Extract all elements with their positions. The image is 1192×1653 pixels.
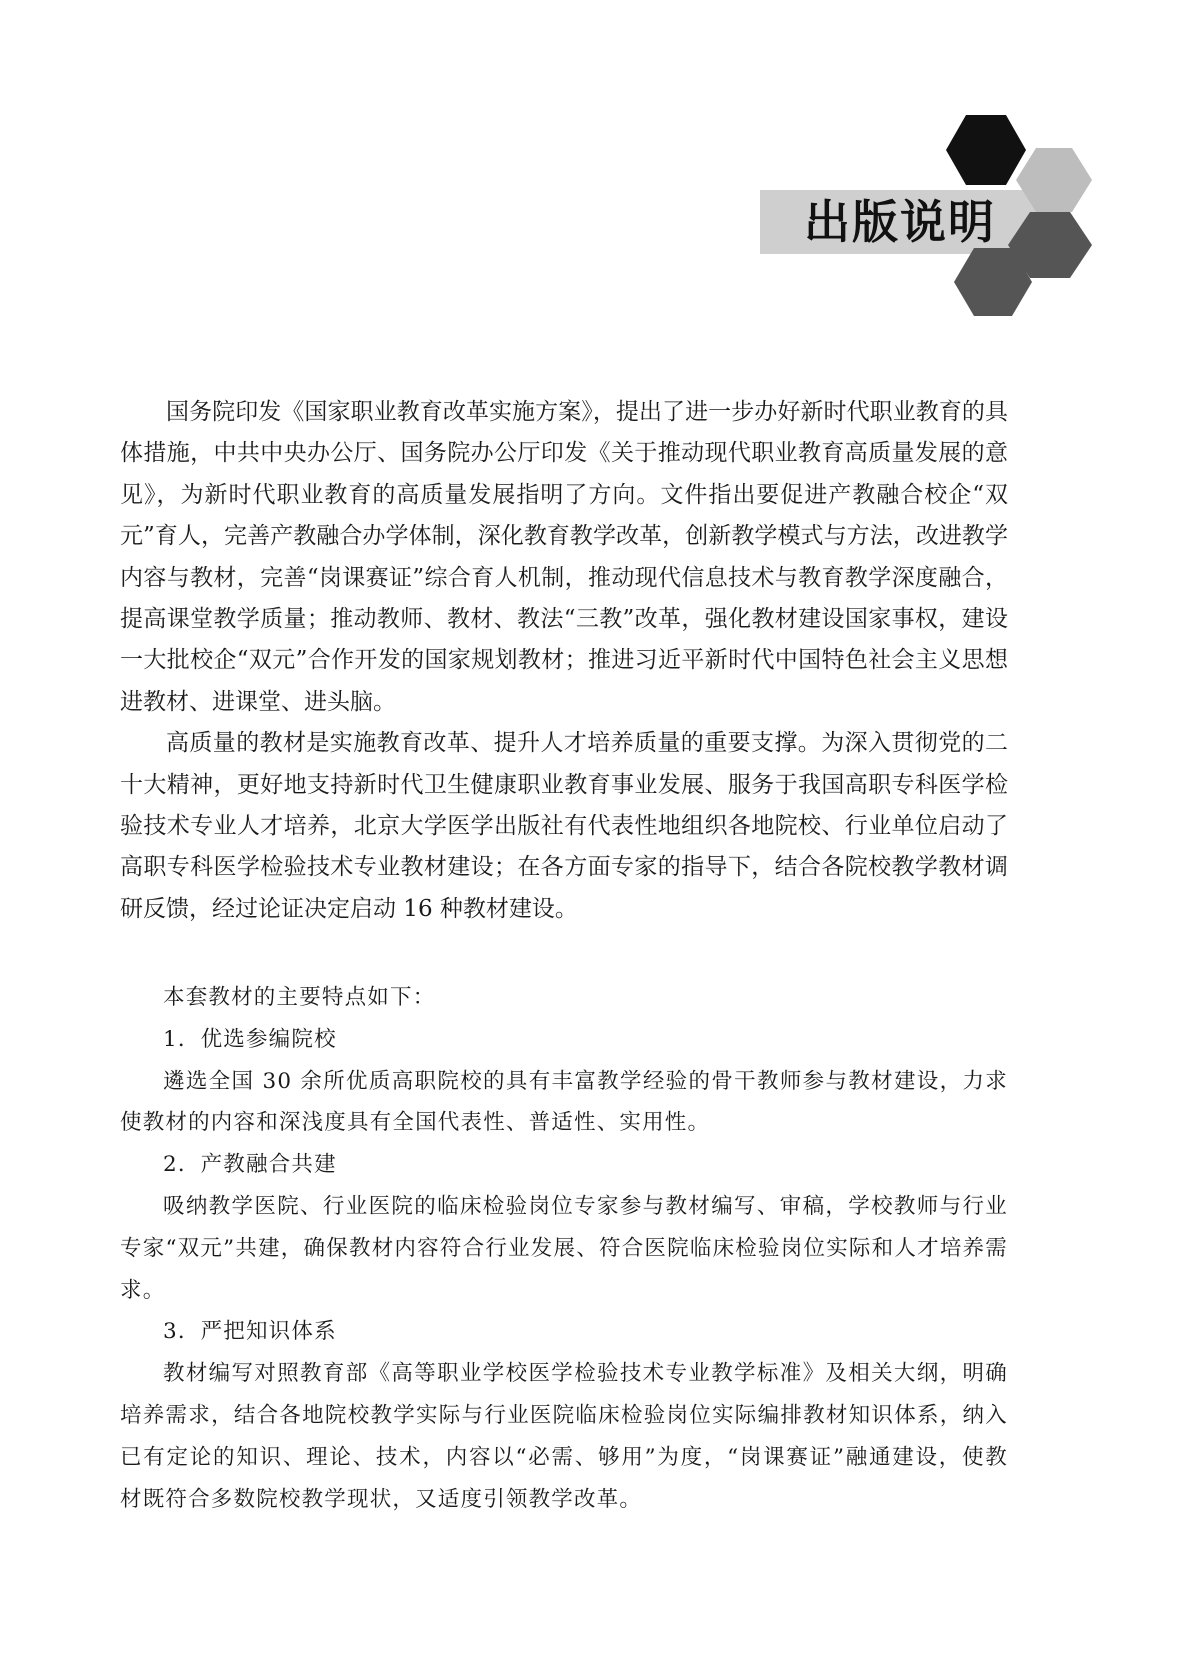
feature-heading: 3．严把知识体系	[163, 1319, 337, 1345]
feature-text: 吸纳教学医院、行业医院的临床检验岗位专家参与教材编写、审稿，学校教师与行业专家“双元”共建，确保教材内容符合行业发展、符合医院临床检验岗位实际和人才培养需求。	[120, 1193, 1008, 1303]
features-section	[120, 977, 1008, 1520]
paragraph: 国务院印发《国家职业教育改革实施方案》，提出了进一步办好新时代职业教育的具体措施，中共中央办公厅、国务院办公厅印发《关于推动现代职业教育高质量发展的意见》，为新时代职业教育的高质量发展指明了方向。文件指出要促进产教融合校企“双元”育人，完善产教融合办学体制，深化教育教学改革，创新教学模式与方法，改进教学内容与教材，完善“岗课赛证”综合育人机制，推动现代信息技术与教育教学深度融合，提高课堂教学质量；推动教师、教材、教法“三教”改革，强化教材建设国家事权，建设一大批校企“双元”合作开发的国家规划教材；推进习近平新时代中国特色社会主义思想进教材、进课堂、进头脑。	[120, 399, 1008, 715]
feature-text: 遴选全国 30 余所优质高职院校的具有丰富教学经验的骨干教师参与教材建设，力求使教材的内容和深浅度具有全国代表性、普适性、实用性。	[120, 1068, 1008, 1136]
feature-heading: 2．产教融合共建	[163, 1152, 337, 1178]
hexagon-decoration	[0, 0, 1192, 320]
body-text	[120, 392, 1008, 930]
feature-heading: 1．优选参编院校	[163, 1026, 337, 1052]
page-title: 出版说明	[804, 195, 996, 249]
features-intro: 本套教材的主要特点如下：	[163, 985, 436, 1010]
feature-text: 教材编写对照教育部《高等职业学校医学检验技术专业教学标准》及相关大纲，明确培养需求，结合各地院校教学实际与行业医院临床检验岗位实际编排教材知识体系，纳入已有定论的知识、理论、技术，内容以“必需、够用”为度，“岗课赛证”融通建设，使教材既符合多数院校教学现状，又适度引领教学改革。	[120, 1361, 1008, 1512]
paragraph: 高质量的教材是实施教育改革、提升人才培养质量的重要支撑。为深入贯彻党的二十大精神，更好地支持新时代卫生健康职业教育事业发展、服务于我国高职专科医学检验技术专业人才培养，北京大学医学出版社有代表性地组织各地院校、行业单位启动了高职专科医学检验技术专业教材建设；在各方面专家的指导下，结合各院校教学教材调研反馈，经过论证决定启动 16 种教材建设。	[120, 730, 1008, 922]
hexagon-top-black	[946, 115, 1026, 185]
hexagon-right-light	[1016, 148, 1092, 212]
